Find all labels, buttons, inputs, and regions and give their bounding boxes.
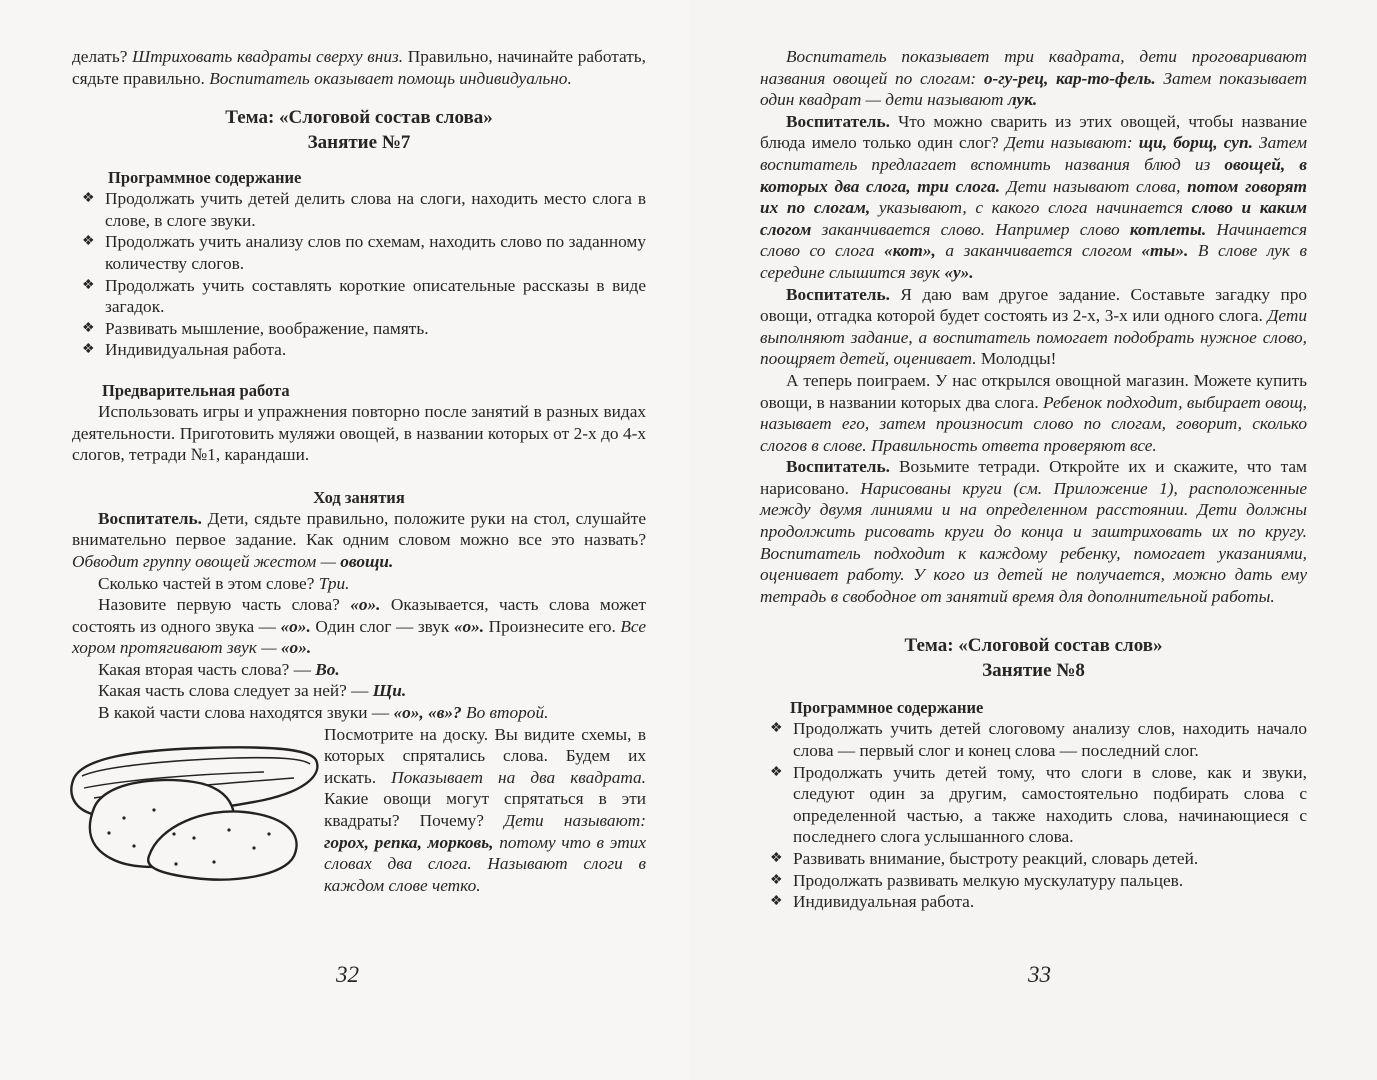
program-item: ❖ Развивать мышление, воображение, память.: [82, 318, 429, 338]
dialogue-paragraph: Воспитатель. Возьмите тетради. Откройте их и скажите, что там нарисовано. Нарисованы круги (см. Приложение 1), расположенные между двумя линиями и на определенном расстоянии. Дети должны продолжить рисовать круги до конца и заштриховать их по кругу. Воспитатель подходит к каждому ребенку, помогает указаниями, оценивает работу. У кого из детей не получается, можно дать ему тетрадь в свободное от занятий время для дополнительной работы.: [760, 457, 1308, 606]
lesson-title: Занятие №8: [982, 660, 1085, 682]
intro-paragraph: делать? Штриховать квадраты сверху вниз. Правильно, начинайте работать, сядьте правильно. Воспитатель оказывает помощь индивидуально.: [72, 47, 647, 88]
dialogue-paragraph: Какая вторая часть слова? — Во.: [98, 659, 340, 679]
cucumber-potatoes-icon: [64, 738, 326, 883]
page-number-right: 33: [1028, 962, 1051, 987]
dialogue-paragraph: Воспитатель. Что можно сварить из этих овощей, чтобы название блюда имело только один слог? Дети называют: щи, борщ, суп. Затем воспитатель предлагает вспомнить названия блюд из овощей, в которых два слога, три слога. Дети называют слова, потом говорят их по слогам, указывают, с какого слога начинается слово и каким слогом заканчивается слово. Например слово котлеты. Начинается слово со слога «кот», а заканчивается слогом «ты». В слове лук в середине слышится звук «у».: [760, 111, 1308, 282]
program-item: ❖ Продолжать развивать мелкую мускулатуру пальцев.: [770, 870, 1184, 890]
prelim-text: Использовать игры и упражнения повторно после занятий в разных видах деятельности. Приготовить муляжи овощей, в названии которых от 2-х до 4-х слогов, тетради №1, карандаши.: [72, 401, 646, 465]
program-item: ❖ Продолжать учить детей тому, что слоги в слове, как и звуки, следуют один за другим, самостоятельно подбирать слова с определенной частью, а также находить слова, начинающиеся с последнего слога услышанного слова.: [770, 762, 1307, 847]
program-heading: Программное содержание: [108, 168, 302, 188]
dialogue-paragraph: В какой части слова находятся звуки — «о», «в»? Во второй.: [98, 703, 549, 723]
program-item: ❖ Индивидуальная работа.: [770, 892, 975, 912]
program-item: ❖ Продолжать учить детей делить слова на слоги, находить место слога в слове, в слоге звуки.: [82, 189, 646, 230]
program-heading: Программное содержание: [790, 698, 984, 718]
prelim-heading: Предварительная работа: [102, 380, 290, 400]
program-list: [760, 718, 1307, 912]
dialogue-paragraph: Воспитатель показывает три квадрата, дети проговаривают названия овощей по слогам: о-гу-рец, кар-то-фель. Затем показывает один квадрат — дети называют лук.: [760, 47, 1307, 110]
dialogue-paragraph: Назовите первую часть слова? «о». Оказывается, часть слова может состоять из одного звука — «о». Один слог — звук «о». Произнесите его. Все хором протягивают звук — «о».: [72, 595, 647, 658]
dialogue-paragraph: Сколько частей в этом слове? Три.: [98, 573, 350, 593]
program-item: ❖ Развивать внимание, быстроту реакций, словарь детей.: [770, 849, 1199, 868]
program-list: [72, 188, 646, 361]
wrapped-paragraph: Посмотрите на доску. Вы видите схемы, в которых спрятались слова. Будем их искать. Показывает на два квадрата. Какие овощи могут спрятаться в эти квадраты? Почему? Дети называют: горох, репка, морковь, потому что в этих словах два слога. Называют слоги в каждом слове четко.: [324, 724, 647, 895]
course-heading: Ход занятия: [313, 487, 405, 507]
dialogue-paragraph: Воспитатель. Дети, сядьте правильно, положите руки на стол, слушайте внимательно первое задание. Как одним словом можно все это назвать? Обводит группу овощей жестом — овощи.: [72, 508, 646, 571]
program-item: ❖ Продолжать учить детей слоговому анализу слов, находить начало слова — первый слог и конец слова — последний слог.: [770, 719, 1307, 761]
topic-title: Тема: «Слоговой состав слова»: [225, 107, 493, 129]
program-item: ❖ Продолжать учить анализу слов по схемам, находить слово по заданному количеству слогов.: [82, 232, 646, 273]
dialogue-paragraph: Какая часть слова следует за ней? — Щи.: [98, 681, 407, 701]
program-item: ❖ Продолжать учить составлять короткие описательные рассказы в виде загадок.: [82, 275, 646, 317]
page-number-left: 32: [336, 962, 359, 987]
lesson-title: Занятие №7: [307, 132, 411, 154]
right-page: [690, 0, 1377, 1080]
program-item: ❖ Индивидуальная работа.: [82, 340, 287, 360]
dialogue-paragraph: А теперь поиграем. У нас открылся овощной магазин. Можете купить овощи, в названии которых два слога. Ребенок подходит, выбирает овощ, называет его, затем произносит слово по слогам, говорит, сколько слогов в слове. Правильность ответа проверяют все.: [760, 370, 1307, 455]
topic-title: Тема: «Слоговой состав слов»: [904, 635, 1163, 657]
dialogue-paragraph: Воспитатель. Я даю вам другое задание. Составьте загадку про овощи, отгадка которой будет состоять из 2-х, 3-х или одного слога. Дети выполняют задание, а воспитатель помогает подобрать нужное слово, поощряет детей, оценивает. Молодцы!: [760, 284, 1307, 369]
